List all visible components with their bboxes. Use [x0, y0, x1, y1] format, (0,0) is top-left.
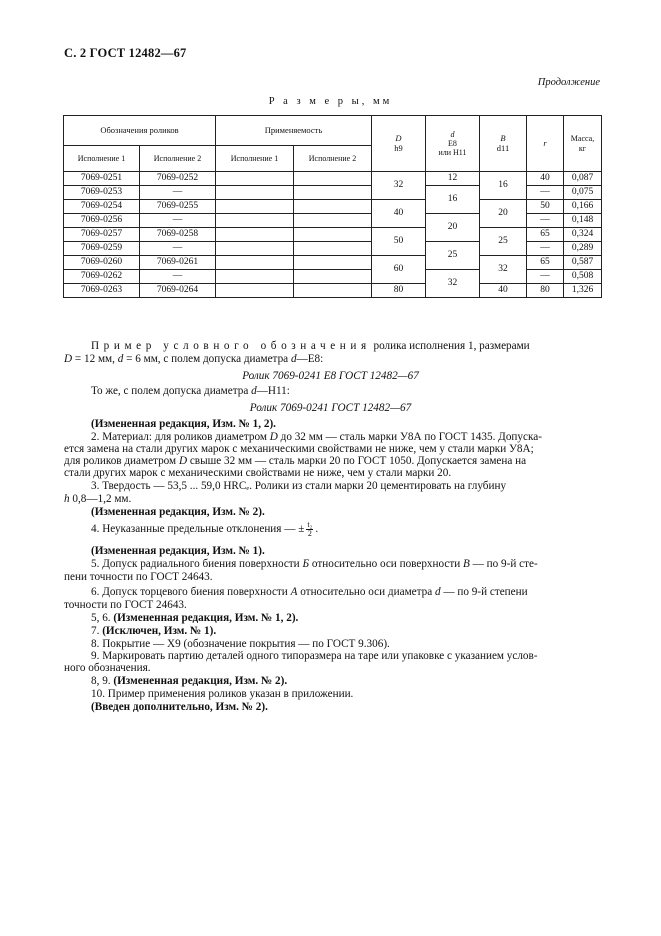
header-app-exec1: Исполнение 1: [216, 146, 294, 172]
header-D: D h9: [372, 116, 426, 172]
example-paragraph-line2: D = 12 мм, d = 6 мм, с полем допуска диаметра d—E8:: [64, 353, 324, 365]
item-9: 9. Маркировать партию деталей одного типоразмера на таре или упаковке с указанием услов-: [91, 650, 538, 662]
table-row: [64, 200, 602, 214]
formula-e8: Ролик 7069-0241 E8 ГОСТ 12482—67: [242, 370, 419, 382]
cell-D: 50: [372, 228, 426, 256]
cell-app2: [294, 200, 372, 214]
cell-app1: [216, 256, 294, 270]
item-6: 6. Допуск торцевого биения поверхности A относительно оси диаметра d — по 9-й степени: [91, 586, 528, 598]
header-B: B d11: [480, 116, 527, 172]
cell-r: 65: [527, 256, 564, 270]
continuation-label: Продолжение: [537, 77, 600, 88]
header-mass: Масса, кг: [564, 116, 602, 172]
item-2-line2: ется замена на стали других марок с механическими свойствами не ниже, чем у стали марки У8А;: [64, 443, 534, 455]
cell-r: —: [527, 214, 564, 228]
revision-note: (Измененная редакция, Изм. № 2).: [91, 506, 265, 518]
cell-exec1: 7069-0260: [64, 256, 140, 270]
cell-app1: [216, 242, 294, 256]
same-paragraph: То же, с полем допуска диаметра d—H11:: [91, 385, 290, 397]
cell-exec2: 7069-0264: [140, 284, 216, 298]
cell-r: —: [527, 270, 564, 284]
cell-B: 16: [480, 172, 527, 200]
item-10-note: (Введен дополнительно, Изм. № 2).: [91, 701, 268, 713]
dimensions-table: [63, 115, 602, 298]
cell-mass: 0,508: [564, 270, 602, 284]
cell-exec2: 7069-0255: [140, 200, 216, 214]
cell-app1: [216, 200, 294, 214]
cell-exec1: 7069-0259: [64, 242, 140, 256]
item-5: 5. Допуск радиального биения поверхности Б относительно оси поверхности В — по 9-й сте-: [91, 558, 538, 570]
item-3-line2: h 0,8—1,2 мм.: [64, 493, 132, 505]
table-row: [64, 256, 602, 270]
cell-app1: [216, 172, 294, 186]
cell-D: 32: [372, 172, 426, 200]
cell-app1: [216, 270, 294, 284]
cell-mass: 0,587: [564, 256, 602, 270]
table-row: [64, 284, 602, 298]
cell-r: 40: [527, 172, 564, 186]
cell-exec1: 7069-0263: [64, 284, 140, 298]
cell-d: 16: [426, 186, 480, 214]
cell-mass: 0,087: [564, 172, 602, 186]
cell-mass: 0,148: [564, 214, 602, 228]
cell-exec2: 7069-0258: [140, 228, 216, 242]
cell-mass: 0,289: [564, 242, 602, 256]
item-9-line2: ного обозначения.: [64, 662, 151, 674]
cell-app1: [216, 284, 294, 298]
cell-d: 32: [426, 270, 480, 298]
cell-exec1: 7069-0251: [64, 172, 140, 186]
item-3: 3. Твердость — 53,5 ... 59,0 HRCₑ. Ролики из стали марки 20 цементировать на глубину: [91, 480, 507, 492]
table-row: [64, 228, 602, 242]
revision-5-6: 5, 6. (Измененная редакция, Изм. № 1, 2).: [91, 612, 299, 624]
item-6-line2: точности по ГОСТ 24643.: [64, 599, 187, 611]
page-header: С. 2 ГОСТ 12482—67: [64, 46, 187, 60]
cell-app2: [294, 186, 372, 200]
cell-D: 80: [372, 284, 426, 298]
cell-exec1: 7069-0262: [64, 270, 140, 284]
header-app-exec2: Исполнение 2: [294, 146, 372, 172]
example-paragraph: Пример условного обозначения ролика исполнения 1, размерами: [91, 340, 530, 352]
revision-note: (Измененная редакция, Изм. № 1, 2).: [91, 418, 276, 430]
cell-d: 20: [426, 214, 480, 242]
cell-exec2: 7069-0261: [140, 256, 216, 270]
cell-app2: [294, 270, 372, 284]
cell-B: 40: [480, 284, 527, 298]
cell-exec1: 7069-0256: [64, 214, 140, 228]
header-applicability: Применяемость: [216, 116, 372, 146]
cell-D: 40: [372, 200, 426, 228]
cell-r: 80: [527, 284, 564, 298]
cell-exec1: 7069-0253: [64, 186, 140, 200]
cell-exec2: —: [140, 270, 216, 284]
item-4: 4. Неуказанные предельные отклонения — ± $\frac{\text{t₂}}{2}$ .: [91, 520, 319, 538]
cell-mass: 0,166: [564, 200, 602, 214]
cell-D: 60: [372, 256, 426, 284]
table-row: [64, 172, 602, 186]
cell-d: 25: [426, 242, 480, 270]
cell-mass: 0,075: [564, 186, 602, 200]
cell-exec2: —: [140, 186, 216, 200]
cell-app2: [294, 284, 372, 298]
cell-r: 65: [527, 228, 564, 242]
formula-h11: Ролик 7069-0241 ГОСТ 12482—67: [249, 402, 412, 414]
item-2: 2. Материал: для роликов диаметром D до 32 мм — сталь марки У8А по ГОСТ 1435. Допуска-: [91, 431, 542, 443]
cell-app2: [294, 242, 372, 256]
cell-app2: [294, 256, 372, 270]
cell-exec1: 7069-0257: [64, 228, 140, 242]
header-designation: Обозначения роликов: [64, 116, 216, 146]
cell-exec2: 7069-0252: [140, 172, 216, 186]
cell-app1: [216, 228, 294, 242]
revision-note: (Измененная редакция, Изм. № 1).: [91, 545, 265, 557]
cell-B: 20: [480, 200, 527, 228]
cell-exec2: —: [140, 242, 216, 256]
cell-mass: 1,326: [564, 284, 602, 298]
cell-d: 12: [426, 172, 480, 186]
item-8: 8. Покрытие — Х9 (обозначение покрытия — по ГОСТ 9.306).: [91, 638, 390, 650]
cell-exec1: 7069-0254: [64, 200, 140, 214]
item-5-line2: пени точности по ГОСТ 24643.: [64, 571, 213, 583]
cell-r: 50: [527, 200, 564, 214]
cell-app2: [294, 228, 372, 242]
revision-8-9: 8, 9. (Измененная редакция, Изм. № 2).: [91, 675, 288, 687]
cell-mass: 0,324: [564, 228, 602, 242]
cell-r: —: [527, 186, 564, 200]
cell-app2: [294, 172, 372, 186]
header-exec2: Исполнение 2: [140, 146, 216, 172]
table-title: Р а з м е р ы, мм: [268, 96, 393, 107]
header-r: r: [527, 116, 564, 172]
item-7: 7. (Исключен, Изм. № 1).: [91, 625, 217, 637]
header-d: d E8 или H11: [426, 116, 480, 172]
item-2-line4: стали других марок с механическими свойствами не ниже, чем у стали марки 20.: [64, 467, 452, 479]
cell-app1: [216, 214, 294, 228]
cell-exec2: —: [140, 214, 216, 228]
cell-B: 25: [480, 228, 527, 256]
cell-app1: [216, 186, 294, 200]
cell-app2: [294, 214, 372, 228]
item-2-line3: для роликов диаметром D свыше 32 мм — сталь марки 20 по ГОСТ 1050. Допускается замена на: [64, 455, 527, 467]
item-10: 10. Пример применения роликов указан в приложении.: [91, 688, 354, 700]
cell-r: —: [527, 242, 564, 256]
cell-B: 32: [480, 256, 527, 284]
header-exec1: Исполнение 1: [64, 146, 140, 172]
